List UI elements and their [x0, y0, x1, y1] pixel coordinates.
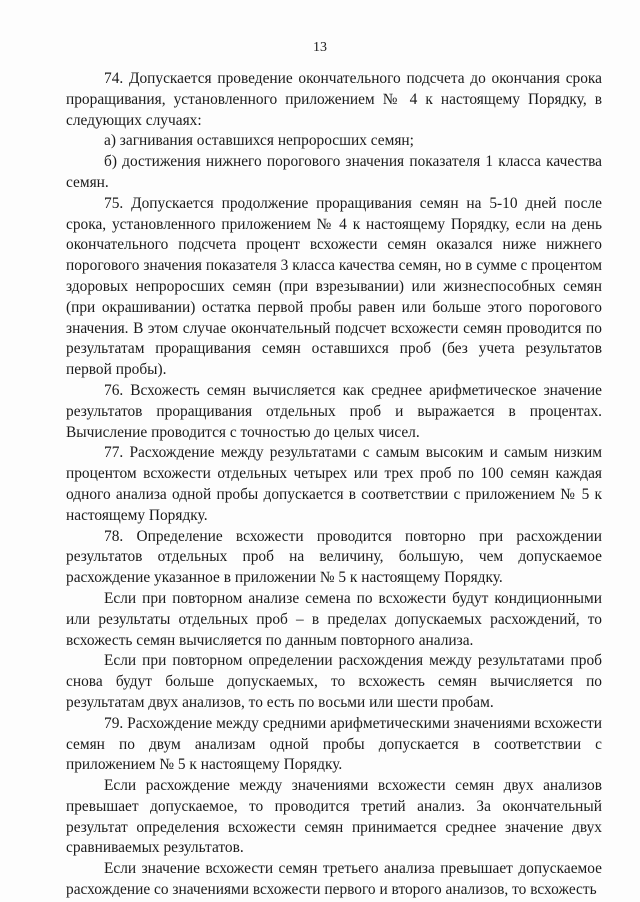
- paragraph-78: 78. Определение всхожести проводится повторно при расхождении результатов отдельных проб на величину, большую, чем допускаемое расхождение указанное в приложении № 5 к настоящему Порядку.: [66, 527, 602, 587]
- paragraph-76: 76. Всхожесть семян вычисляется как среднее арифметическое значение результатов проращивания отдельных проб и выражается в процентах. Вычисление проводится с точностью до целых чисел.: [66, 381, 602, 441]
- paragraph-75: 75. Допускается продолжение проращивания семян на 5-10 дней после срока, установленного приложением № 4 к настоящему Порядку, если на день окончательного подсчета процент всхожести семян оказался ниже нижнего порогового значения показателя 3 класса качества семян, но в сумме с процентом здоровых непроросших семян (при взрезывании) или жизнеспособных семян (при окрашивании) остатка первой пробы равен или больше этого порогового значения. В этом случае окончательный подсчет всхожести семян проводится по результатам проращивания семян оставшихся проб (без учета результатов первой пробы).: [66, 194, 602, 379]
- paragraph-79: 79. Расхождение между средними арифметическими значениями всхожести семян по двум анализам одной пробы допускается в соответствии с приложением № 5 к настоящему Порядку.: [66, 714, 602, 774]
- paragraph-79-third-exceeds: Если значение всхожести семян третьего анализа превышает допускаемое расхождение со значениями всхожести первого и второго анализов, то всхожесть: [66, 860, 602, 899]
- paragraph-79-third-analysis: Если расхождение между значениями всхожести семян двух анализов превышает допускаемое, то проводится третий анализ. За окончательный результат определения всхожести семян принимается среднее значение двух сравниваемых результатов.: [66, 777, 602, 857]
- paragraph-78-repeat-analysis: Если при повторном анализе семена по всхожести будут кондиционными или результаты отдельных проб – в пределах допускаемых расхождений, то всхожесть семян вычисляется по данным повторного анализа.: [66, 589, 602, 649]
- paragraph-74: 74. Допускается проведение окончательного подсчета до окончания срока проращивания, установленного приложением № 4 к настоящему Порядку, в следующих случаях:: [66, 70, 602, 129]
- paragraph-74-b: б) достижения нижнего порогового значения показателя 1 класса качества семян.: [66, 153, 602, 191]
- page-number: 13: [313, 40, 327, 55]
- paragraph-77: 77. Расхождение между результатами с самым высоким и самым низким процентом всхожести отдельных четырех или трех проб по 100 семян каждая одного анализа одной пробы допускается в соответствии с приложением № 5 к настоящему Порядку.: [66, 444, 602, 524]
- paragraph-74-a: а) загнивания оставшихся непроросших семян;: [104, 132, 414, 150]
- document-body: [66, 69, 602, 901]
- paragraph-78-repeat-discrepancy: Если при повторном определении расхождения между результатами проб снова будут больше допускаемых, то всхожесть семян вычисляется по результатам двух анализов, то есть по восьми или шести пробам.: [66, 652, 602, 711]
